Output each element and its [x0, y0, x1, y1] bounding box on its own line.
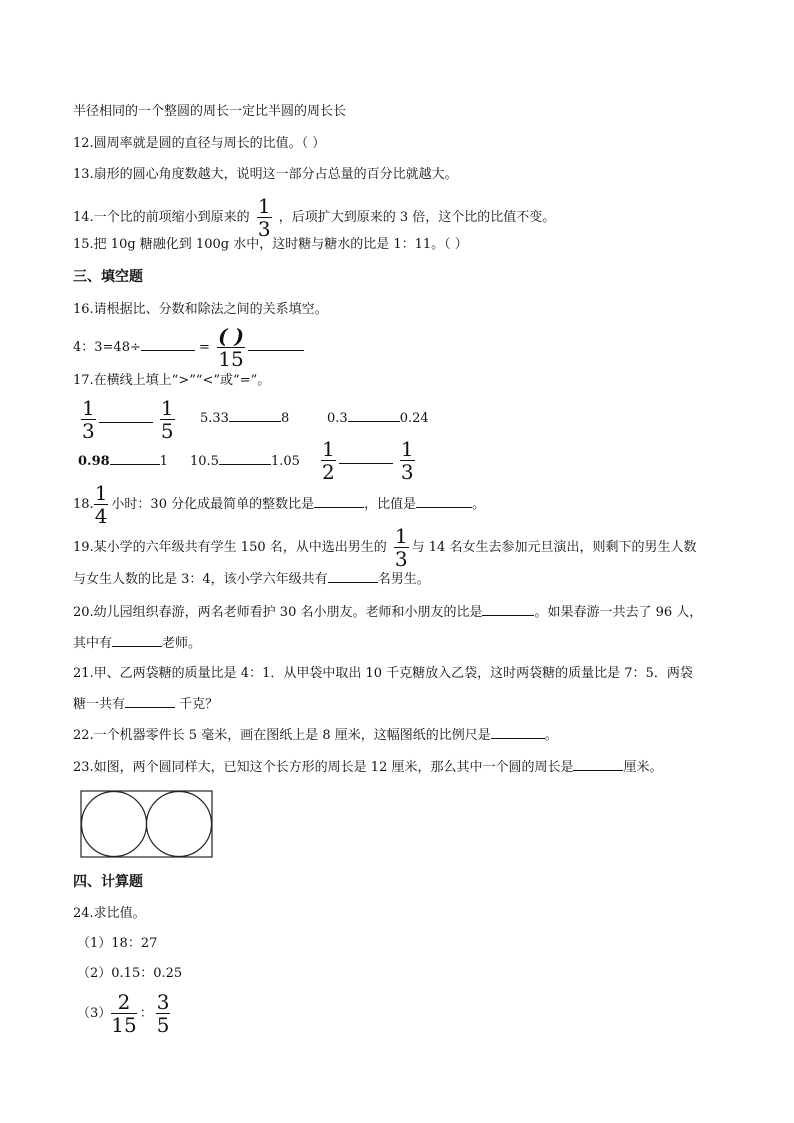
value: 10.5 [190, 454, 219, 469]
value: 8 [280, 411, 290, 426]
numerator: 1 [257, 194, 271, 218]
answer-blank[interactable] [339, 451, 393, 464]
numerator: 1 [82, 396, 95, 420]
q17-item-5 [190, 452, 300, 469]
denominator: 3 [394, 547, 408, 571]
question-21-cont [73, 695, 218, 714]
question-21: 21.甲、乙两袋糖的质量比是 4：1．从甲袋中取出 10 千克糖放入乙袋，这时两袋糖的质量比是 7：5．两袋 [73, 666, 693, 681]
fraction-one-quarter [94, 483, 109, 526]
value-repeating: 0.98 [78, 454, 110, 469]
q19-text-d: 名男生。 [377, 572, 430, 587]
q18-text-b: 小时：30 分化成最简单的整数比是 [111, 497, 315, 512]
answer-blank[interactable] [125, 695, 175, 708]
part-label: （3） [77, 1006, 112, 1021]
q22-text-b: 。 [544, 728, 558, 743]
value-repeating: 5.33 [200, 411, 229, 426]
numerator: 1 [160, 396, 174, 420]
denominator: 3 [400, 460, 414, 484]
numerator: 2 [111, 992, 136, 1014]
denominator: 2 [322, 460, 335, 484]
q17-item-3 [327, 409, 429, 426]
answer-blank[interactable] [328, 570, 378, 583]
statement-11-tail: 半径相同的一个整圆的周长一定比半圆的周长长 [73, 104, 347, 119]
question-19-cont [73, 570, 430, 589]
question-14-text-b: ，后项扩大到原来的 3 倍，这个比的比值不变。 [278, 210, 556, 225]
denominator: 4 [94, 504, 108, 528]
answer-blank[interactable] [416, 495, 472, 508]
numerator: ( ) [218, 324, 244, 348]
question-24-part-3 [77, 992, 173, 1035]
q20-text-b: 。如果春游一共去了 96 人， [534, 605, 703, 620]
fraction-one-fifth [160, 398, 175, 441]
answer-blank[interactable] [314, 495, 364, 508]
answer-blank[interactable] [248, 338, 304, 351]
question-18 [73, 483, 485, 526]
fraction-two-fifteenths [111, 992, 136, 1035]
q19-text-b: 与 14 名女生去参加元旦演出，则剩下的男生人数 [411, 540, 697, 555]
q23-text-b: 厘米。 [623, 760, 663, 775]
question-14-text-a: 14.一个比的前项缩小到原来的 [73, 210, 250, 225]
question-16-expression [73, 326, 304, 369]
equals-sign: = [199, 340, 210, 355]
ratio-colon: ： [139, 1006, 153, 1021]
numerator: 1 [394, 524, 408, 548]
question-15: 15.把 10g 糖融化到 100g 水中，这时糖与糖水的比是 1：11。（ ） [73, 237, 468, 252]
value: 1.05 [270, 454, 300, 469]
rectangle-two-circles-figure [80, 790, 214, 858]
fraction-one-half [321, 439, 336, 482]
value: 0.24 [399, 411, 429, 426]
denominator: 5 [156, 1013, 170, 1037]
value: 0.3 [327, 411, 348, 426]
fraction-one-third [400, 439, 415, 482]
figure-circle-left [82, 792, 147, 857]
q18-text-d: 。 [472, 497, 486, 512]
q17-item-2 [200, 409, 289, 426]
answer-blank[interactable] [348, 409, 400, 422]
q17-item-6 [318, 439, 418, 482]
q20-text-d: 老师。 [162, 636, 202, 651]
q18-number: 18. [73, 497, 94, 512]
question-16: 16.请根据比、分数和除法之间的关系填空。 [73, 302, 328, 317]
denominator: 15 [111, 1013, 137, 1037]
answer-blank[interactable] [141, 338, 195, 351]
q21-text-b: 糖一共有 [73, 697, 126, 712]
fraction-one-third [257, 196, 272, 239]
q20-text-a: 20.幼儿园组织春游，两名老师看护 30 名小朋友。老师和小朋友的比是 [73, 605, 483, 620]
answer-blank[interactable] [99, 410, 153, 423]
q17-item-1 [78, 398, 178, 441]
question-20 [73, 603, 702, 622]
denominator: 3 [257, 217, 271, 241]
denominator: 3 [82, 419, 95, 443]
q20-text-c: 其中有 [73, 636, 113, 651]
section-3-heading: 三、填空题 [73, 269, 143, 285]
q23-text-a: 23.如图，两个圆同样大，已知这个长方形的周长是 12 厘米，那么其中一个圆的周长是 [73, 760, 574, 775]
question-23 [73, 758, 663, 777]
question-19 [73, 526, 696, 569]
fraction-one-third [81, 398, 96, 441]
q19-text-a: 19.某小学的六年级共有学生 150 名，从中选出男生的 [73, 540, 387, 555]
value: 1 [159, 454, 168, 469]
numerator: 1 [322, 437, 335, 461]
fraction-three-fifths [156, 992, 171, 1035]
numerator: 3 [156, 990, 170, 1014]
numerator: 1 [400, 437, 414, 461]
question-22 [73, 726, 558, 745]
question-17: 17.在横线上填上“>”“<”或“=”。 [73, 373, 271, 388]
answer-blank[interactable] [482, 603, 534, 616]
question-20-cont [73, 634, 201, 653]
answer-blank[interactable] [491, 726, 545, 739]
fraction-blank-over-15 [217, 326, 245, 369]
question-24: 24.求比值。 [73, 906, 146, 921]
answer-blank[interactable] [229, 409, 281, 422]
q19-text-c: 与女生人数的比是 3：4，该小学六年级共有 [73, 572, 328, 587]
fraction-one-third [394, 526, 409, 569]
question-14 [73, 196, 555, 239]
question-24-part-2: （2）0.15：0.25 [77, 966, 183, 981]
answer-blank[interactable] [219, 452, 271, 465]
answer-blank[interactable] [112, 634, 162, 647]
question-12: 12.圆周率就是圆的直径与周长的比值。（ ） [73, 136, 326, 151]
numerator: 1 [94, 481, 108, 505]
expr-text: 4：3=48÷ [73, 340, 141, 355]
q17-item-4 [78, 452, 168, 469]
denominator: 5 [160, 419, 174, 443]
section-4-heading: 四、计算题 [73, 874, 143, 890]
figure-circle-right [147, 792, 212, 857]
q22-text-a: 22.一个机器零件长 5 毫米，画在图纸上是 8 厘米，这幅图纸的比例尺是 [73, 728, 491, 743]
question-13: 13.扇形的圆心角度数越大，说明这一部分占总量的百分比就越大。 [73, 167, 458, 182]
q18-text-c: ，比值是 [364, 497, 417, 512]
denominator: 15 [218, 347, 244, 371]
question-24-part-1: （1）18：27 [77, 936, 158, 951]
q21-text-c: 千克？ [175, 697, 219, 712]
answer-blank[interactable] [573, 758, 623, 771]
answer-blank[interactable] [110, 452, 160, 465]
